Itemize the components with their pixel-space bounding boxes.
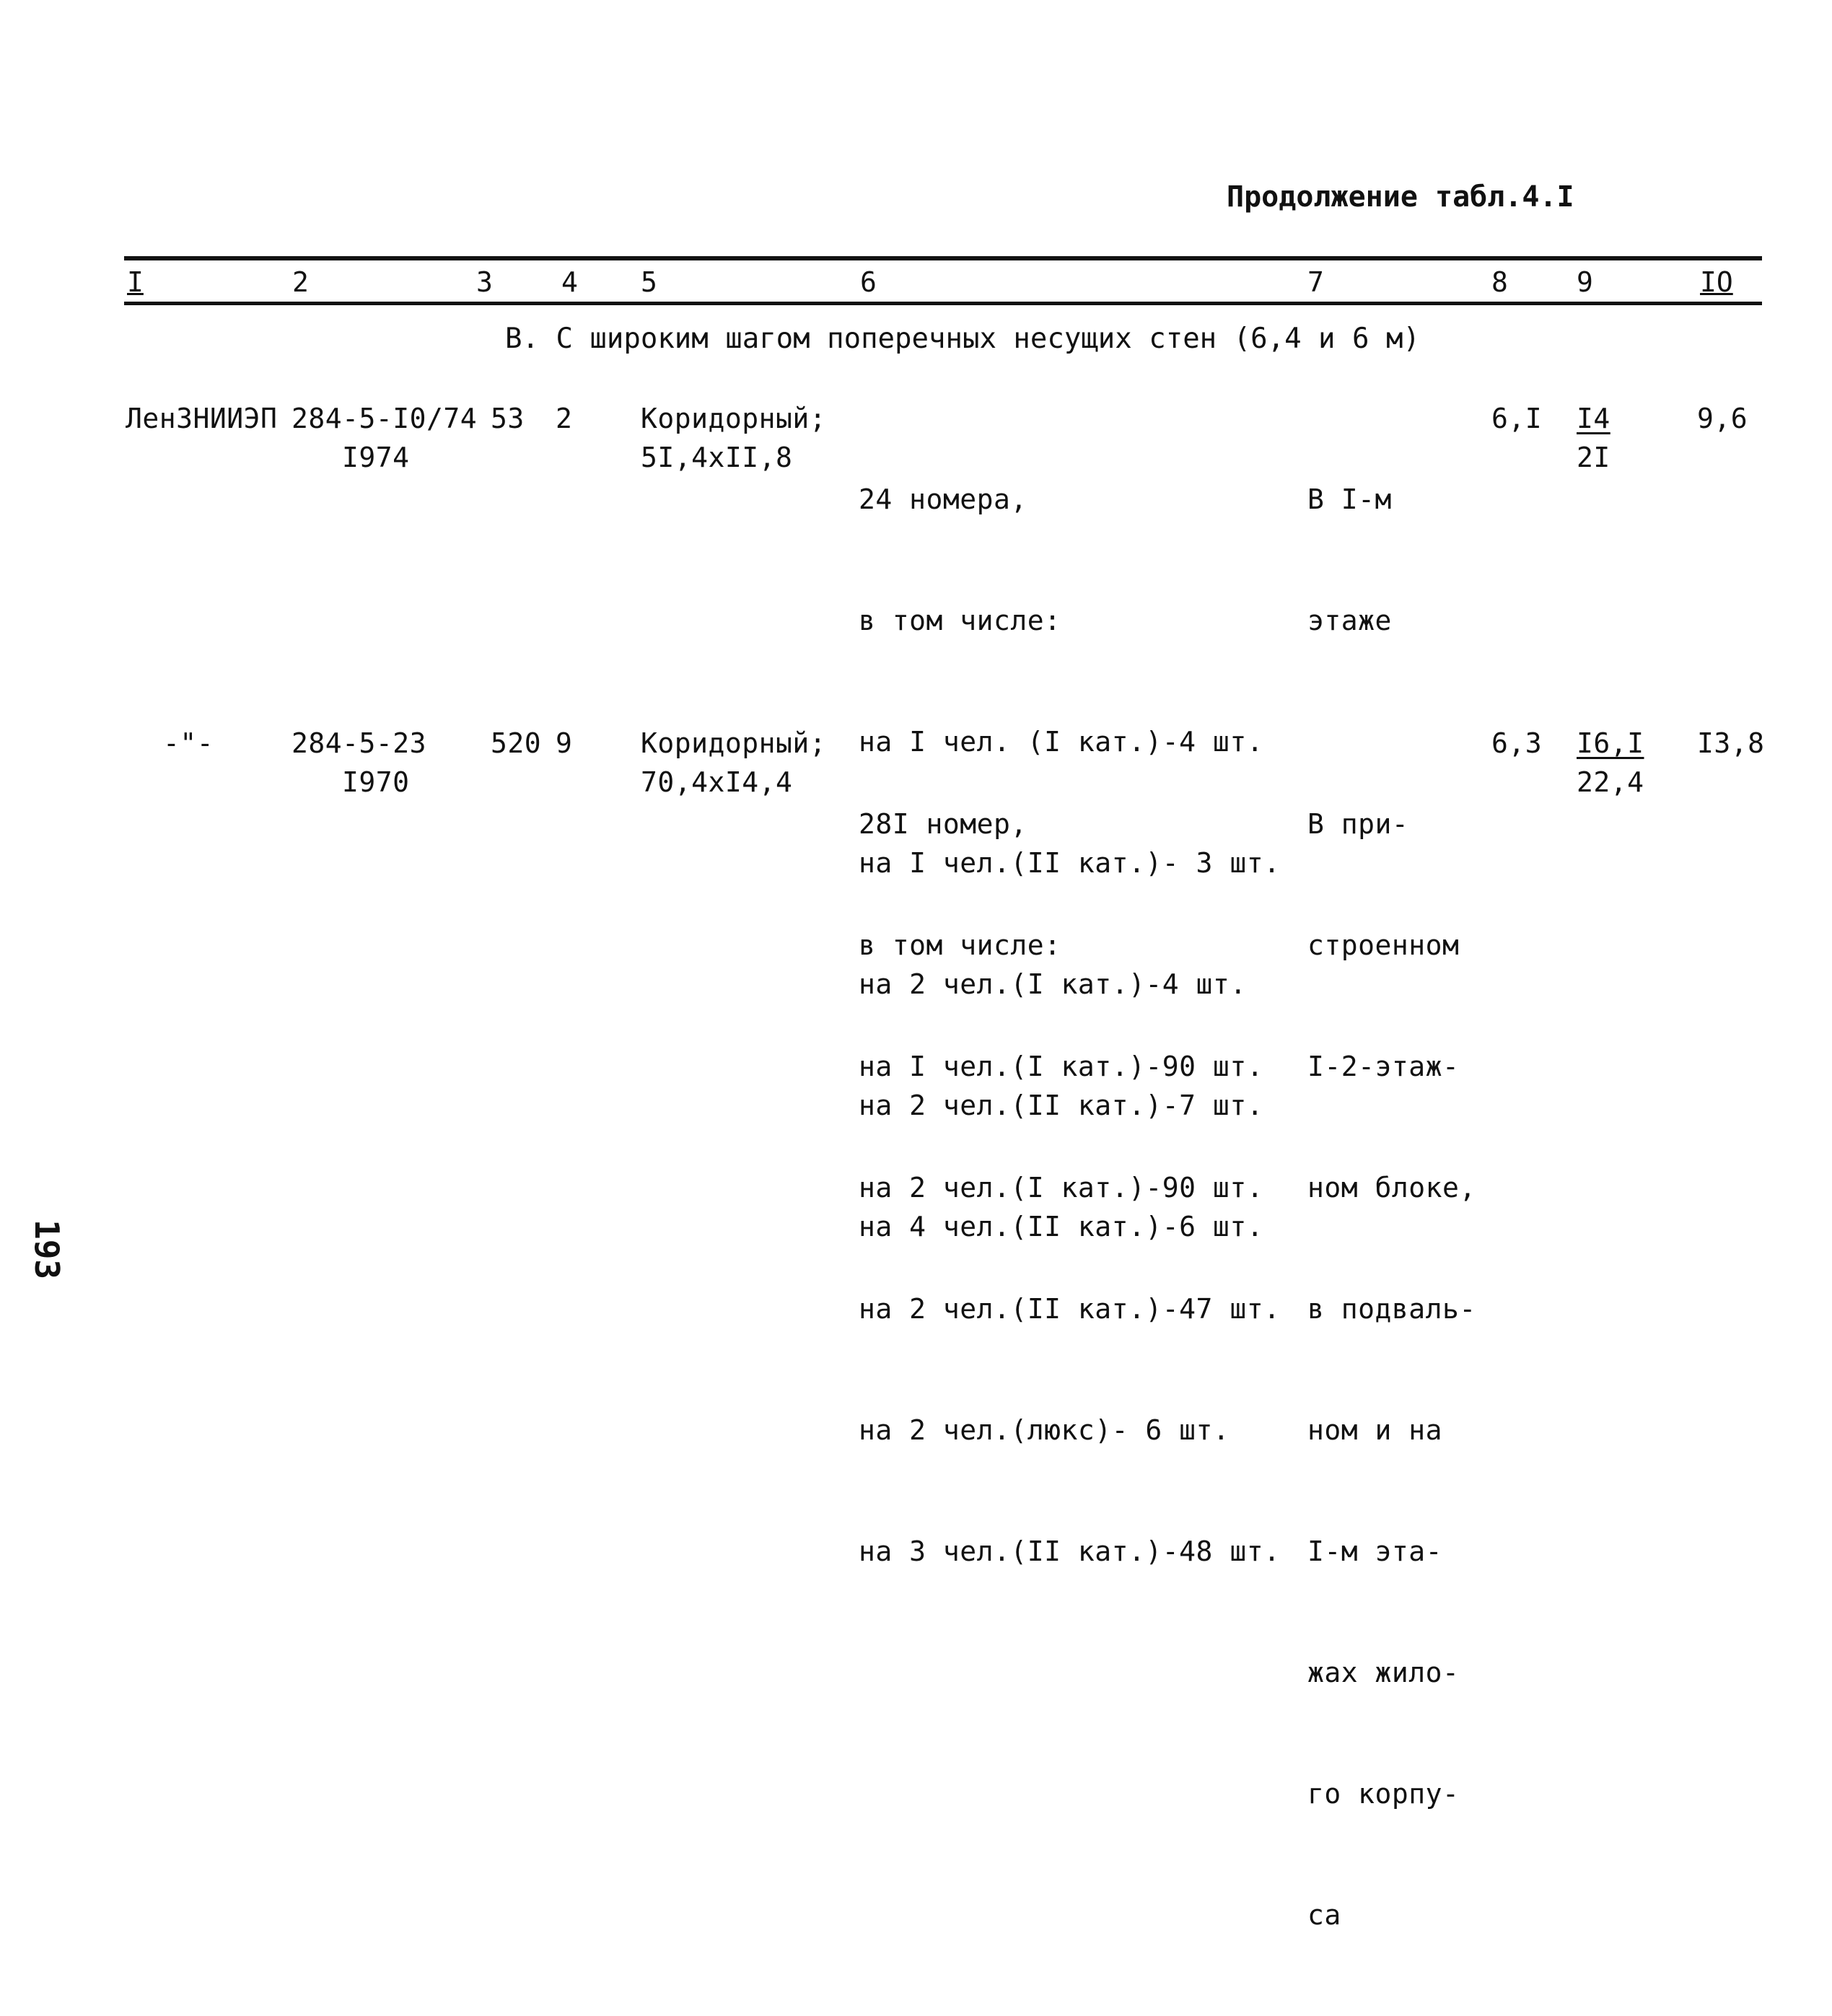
row2-placement-line: строенном	[1307, 929, 1460, 961]
section-title: В. С широким шагом поперечных несущих стен (6,4 и 6 м)	[505, 323, 1420, 355]
row2-placement-line: I-м эта-	[1307, 1535, 1443, 1567]
row1-col9-denominator: 2I	[1577, 442, 1610, 473]
row2-placement-line: го корпу-	[1307, 1778, 1460, 1810]
row2-placement-line: В при-	[1307, 808, 1409, 840]
row2-dimensions: 70,4xI4,4	[641, 766, 793, 798]
row2-col9-numerator: I6,I	[1577, 727, 1644, 759]
row1-placement-line: В I-м	[1307, 483, 1392, 515]
row2-rooms-line: на 2 чел.(II кат.)-47 шт.	[859, 1293, 1281, 1325]
row1-rooms-line: на 4 чел.(II кат.)-6 шт.	[859, 1211, 1264, 1243]
row1-layout-type: Коридорный;	[641, 403, 827, 434]
row1-col3: 53	[491, 403, 525, 434]
header-col-9: 9	[1577, 266, 1593, 298]
row2-placement	[1307, 723, 1476, 2016]
row2-rooms-line: на 2 чел.(I кат.)-90 шт.	[859, 1172, 1264, 1204]
row2-rooms	[859, 723, 1280, 1652]
header-col-3: 3	[476, 266, 493, 298]
row2-rooms-line: в том числе:	[859, 929, 1061, 961]
row1-project-year: I974	[342, 442, 410, 473]
table-header-rule	[124, 302, 1762, 305]
row1-placement	[1307, 398, 1392, 722]
row1-col10: 9,6	[1697, 403, 1748, 434]
header-col-2: 2	[292, 266, 309, 298]
row1-project-number: 284-5-I0/74	[292, 403, 478, 434]
continuation-title: Продолжение табл.4.I	[1227, 180, 1574, 214]
row2-placement-line: в подваль-	[1307, 1293, 1476, 1325]
row2-col10: I3,8	[1697, 727, 1765, 759]
header-col-1: I	[127, 266, 144, 298]
row2-col9-denominator: 22,4	[1577, 766, 1644, 798]
row2-placement-line: жах жило-	[1307, 1657, 1460, 1688]
row1-rooms-line: на 2 чел.(II кат.)-7 шт.	[859, 1090, 1264, 1121]
row2-rooms-line: на I чел.(I кат.)-90 шт.	[859, 1051, 1264, 1082]
row1-dimensions: 5I,4xII,8	[641, 442, 793, 473]
row2-rooms-line: на 3 чел.(II кат.)-48 шт.	[859, 1535, 1281, 1567]
header-col-10: IO	[1700, 266, 1733, 298]
row1-rooms-line: на I чел.(II кат.)- 3 шт.	[859, 847, 1281, 879]
row1-rooms-line: на I чел. (I кат.)-4 шт.	[859, 726, 1264, 758]
row2-rooms-line: на 2 чел.(люкс)- 6 шт.	[859, 1414, 1230, 1446]
row2-placement-line: I-2-этаж-	[1307, 1051, 1460, 1082]
row2-col4: 9	[556, 727, 573, 759]
header-col-6: 6	[860, 266, 877, 298]
row2-placement-line: ном и на	[1307, 1414, 1443, 1446]
header-col-8: 8	[1491, 266, 1508, 298]
row2-project-year: I970	[342, 766, 410, 798]
row1-col8: 6,I	[1491, 403, 1543, 434]
page-number: 193	[27, 1219, 66, 1280]
row2-col8: 6,3	[1491, 727, 1543, 759]
row1-rooms-line: на 2 чел.(I кат.)-4 шт.	[859, 968, 1247, 1000]
row1-rooms-line: 24 номера,	[859, 483, 1027, 515]
header-col-4: 4	[561, 266, 578, 298]
row1-rooms-line: в том числе:	[859, 605, 1061, 636]
row2-layout-type: Коридорный;	[641, 727, 827, 759]
header-col-5: 5	[641, 266, 657, 298]
header-col-7: 7	[1307, 266, 1324, 298]
table-top-rule	[124, 256, 1762, 260]
row1-author: ЛенЗНИИЭП	[126, 403, 278, 434]
row2-rooms-line: 28I номер,	[859, 808, 1027, 840]
row2-col3: 520	[491, 727, 542, 759]
row1-placement-line: этаже	[1307, 605, 1392, 636]
row1-col4: 2	[556, 403, 573, 434]
row1-col9-numerator: I4	[1577, 403, 1610, 434]
row2-author: -"-	[163, 727, 214, 759]
row2-placement-line: са	[1307, 1899, 1341, 1931]
row2-placement-line: ном блоке,	[1307, 1172, 1476, 1204]
row2-project-number: 284-5-23	[292, 727, 427, 759]
